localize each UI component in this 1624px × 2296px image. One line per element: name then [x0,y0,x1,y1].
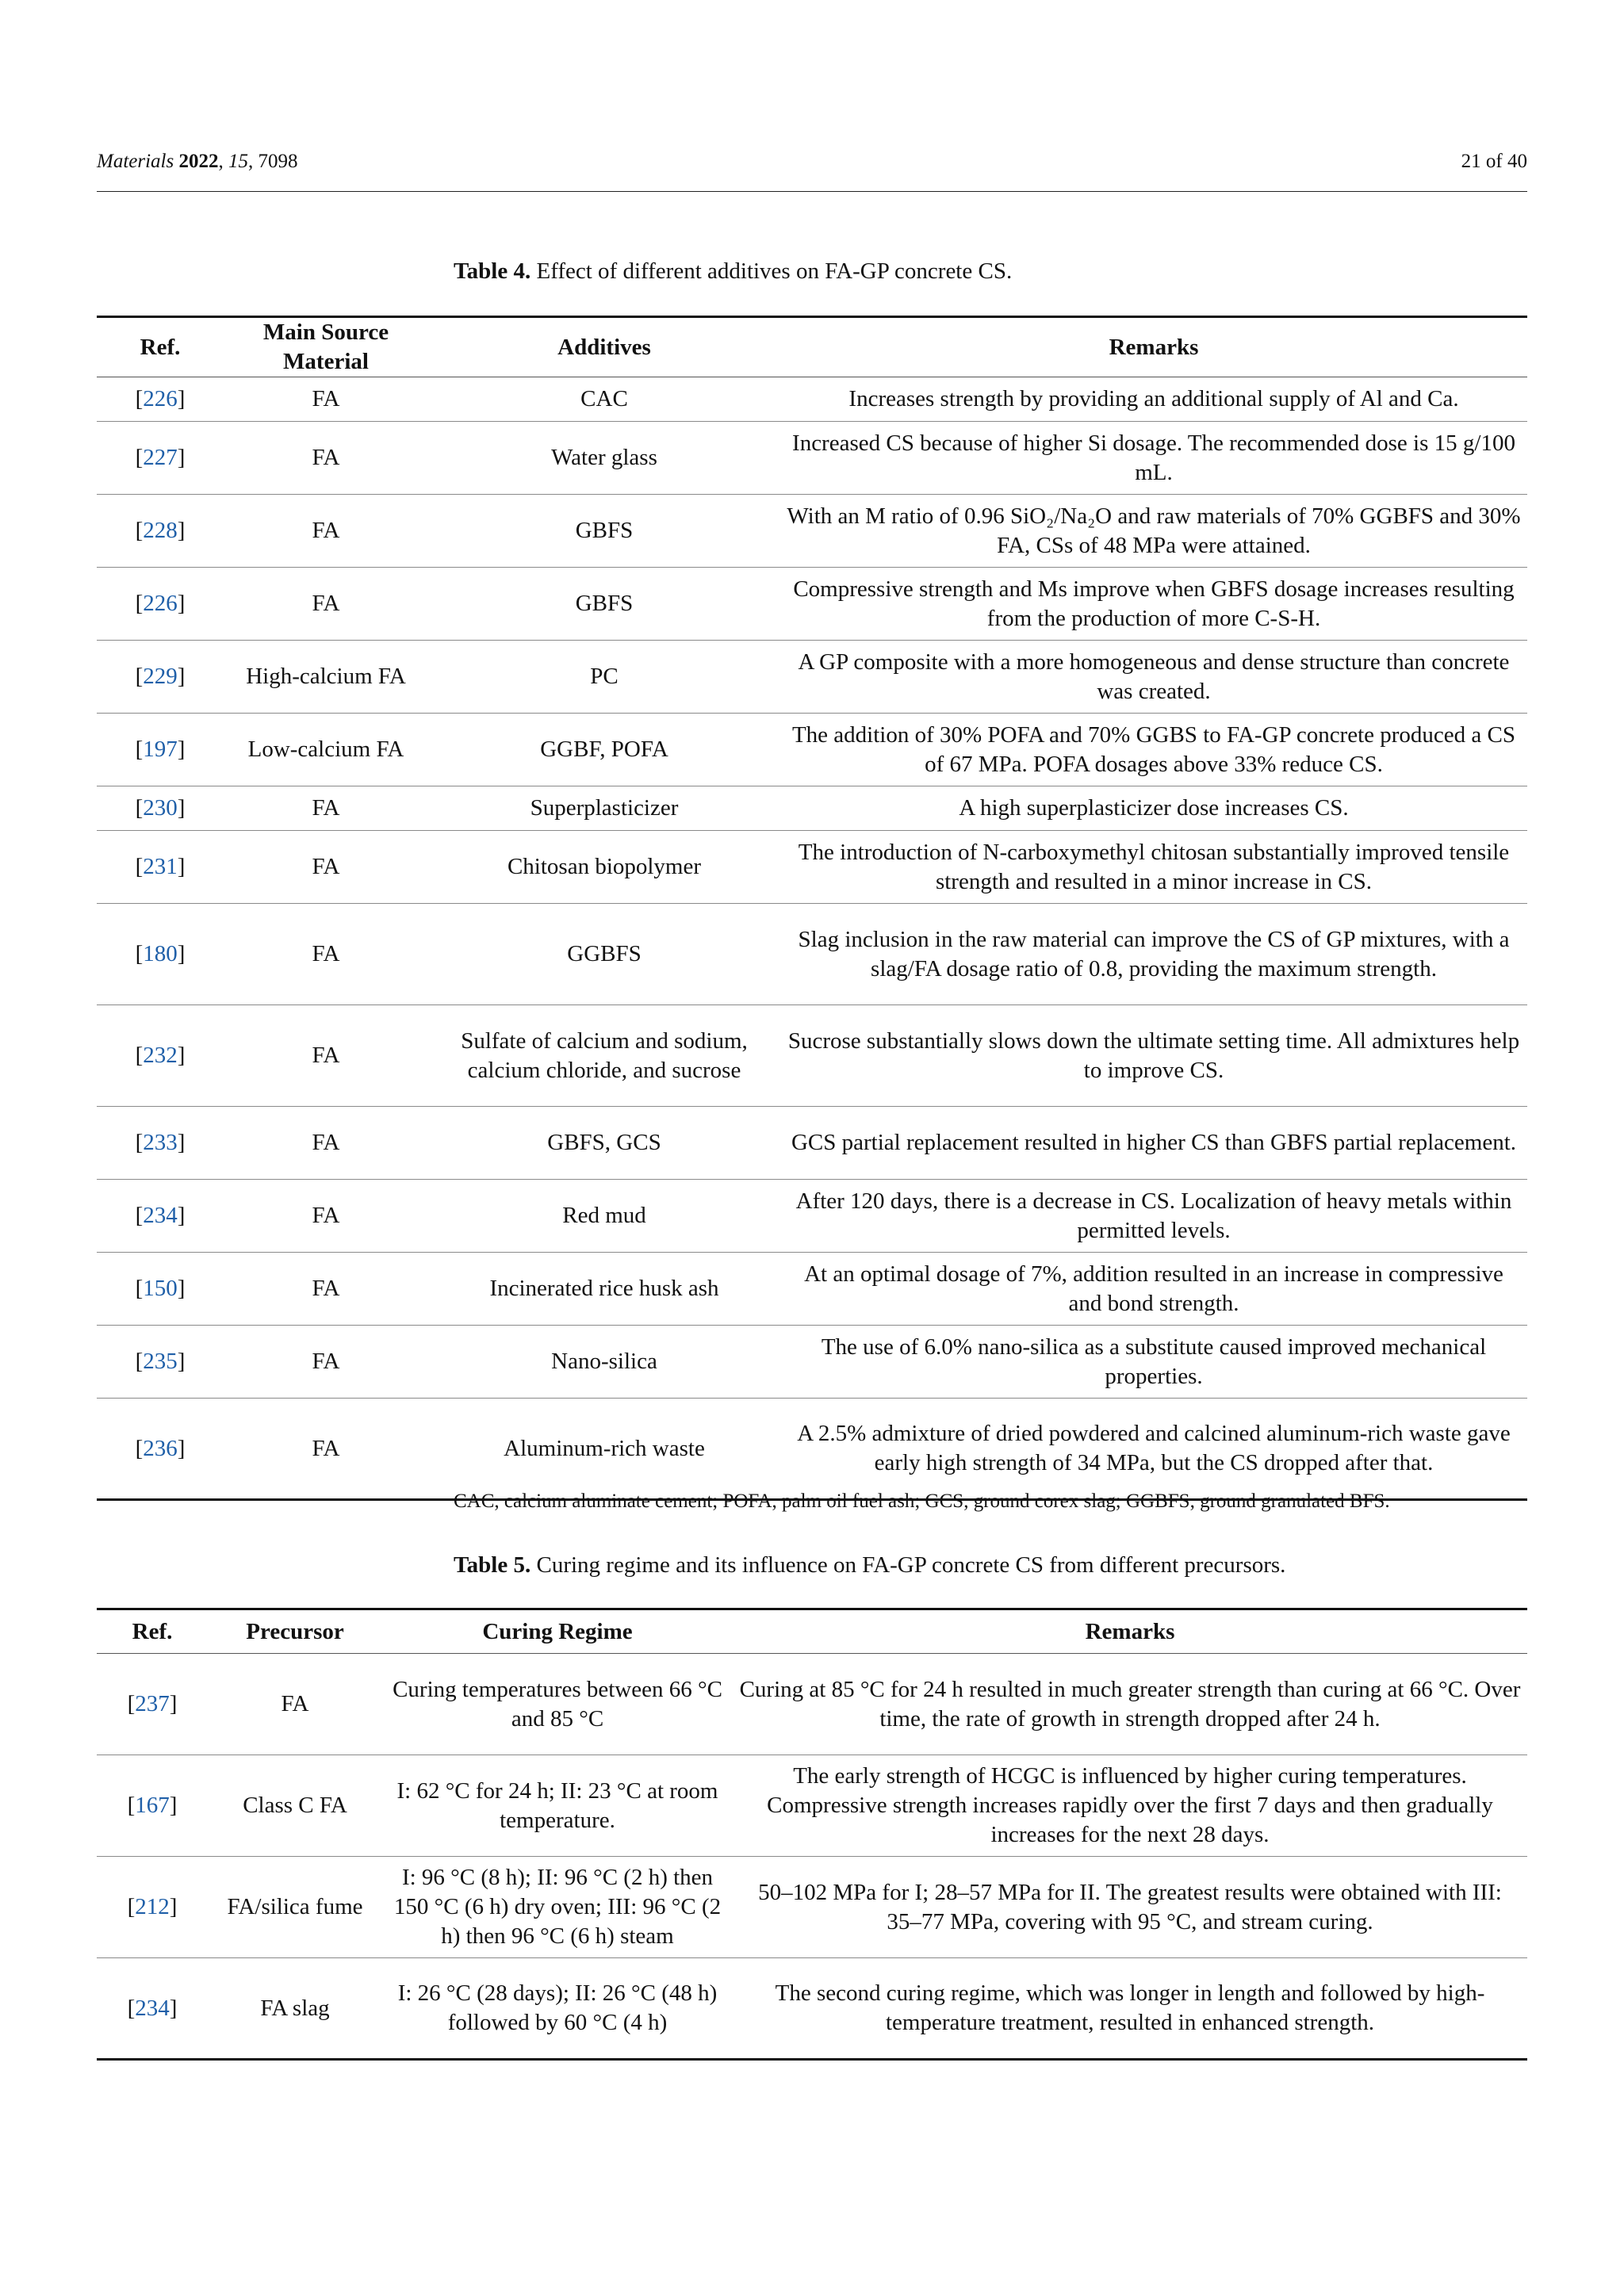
ref-cell: [180] [97,904,224,1005]
page-number: 21 of 40 [1461,151,1527,172]
ref-link[interactable] [135,1996,170,2021]
ref-cell: [234] [97,1958,208,2060]
material-cell: FA [224,786,428,831]
additive-cell: Red mud [428,1180,780,1253]
material-cell: FA [224,1005,428,1107]
ref-cell: [229] [97,641,224,714]
remarks-cell: Slag inclusion in the raw material can improve the CS of GP mixtures, with a slag/FA dosage ratio of 0.8, providing the maximum strength. [780,904,1527,1005]
table-row [97,1180,1527,1253]
table-row [97,1005,1527,1107]
ref-number[interactable]: 180 [143,941,178,966]
ref-cell: [231] [97,831,224,904]
ref-link[interactable] [143,591,178,616]
remarks-cell: Increased CS because of higher Si dosage. The recommended dose is 15 g/100 mL. [780,422,1527,495]
ref-number[interactable]: 150 [143,1276,178,1301]
ref-number[interactable]: 234 [143,1203,178,1228]
precursor-cell: FA/silica fume [208,1857,382,1958]
regime-cell: I: 26 °C (28 days); II: 26 °C (48 h) followed by 60 °C (4 h) [382,1958,733,2060]
table-row [97,1755,1527,1857]
ref-link[interactable] [143,1203,178,1228]
remarks-cell: A 2.5% admixture of dried powdered and calcined aluminum-rich waste gave early high strength of 34 MPa, but the CS dropped after that. [780,1399,1527,1500]
table4-col-material: Main Source Material [224,317,428,377]
ref-number[interactable]: 232 [143,1043,178,1068]
additive-cell: Aluminum-rich waste [428,1399,780,1500]
table-row [97,1326,1527,1399]
regime-cell: I: 96 °C (8 h); II: 96 °C (2 h) then 150 °C (6 h) dry oven; III: 96 °C (2 h) then 96 °C (6 h) steam [382,1857,733,1958]
additive-cell: Nano-silica [428,1326,780,1399]
material-cell: FA [224,377,428,422]
ref-link[interactable] [143,518,178,543]
additive-cell: GBFS [428,568,780,641]
remarks-cell: After 120 days, there is a decrease in CS. Localization of heavy metals within permitted levels. [780,1180,1527,1253]
ref-link[interactable] [143,941,178,966]
ref-cell: [236] [97,1399,224,1500]
additive-cell: Chitosan biopolymer [428,831,780,904]
remarks-cell: The introduction of N-carboxymethyl chitosan substantially improved tensile strength and resulted in a minor increase in CS. [780,831,1527,904]
material-cell: FA [224,422,428,495]
remarks-cell: Curing at 85 °C for 24 h resulted in much greater strength than curing at 66 °C. Over time, the rate of growth in strength dropped after 24 h. [733,1654,1527,1755]
table5-col-precursor: Precursor [208,1609,382,1654]
ref-link[interactable] [143,737,178,762]
ref-link[interactable] [143,1276,178,1301]
additive-cell: Sulfate of calcium and sodium, calcium chloride, and sucrose [428,1005,780,1107]
table-row [97,786,1527,831]
table5-col-ref: Ref. [97,1609,208,1654]
table5 [97,1608,1527,2061]
regime-cell: Curing temperatures between 66 °C and 85 °C [382,1654,733,1755]
material-cell: FA [224,904,428,1005]
remarks-cell: Increases strength by providing an additional supply of Al and Ca. [780,377,1527,422]
material-cell: FA [224,1326,428,1399]
table-row [97,1107,1527,1180]
table4-body [97,377,1527,1500]
table-row [97,1958,1527,2060]
ref-link[interactable] [135,1691,170,1716]
remarks-cell: Sucrose substantially slows down the ultimate setting time. All admixtures help to improve CS. [780,1005,1527,1107]
remarks-cell: 50–102 MPa for I; 28–57 MPa for II. The greatest results were obtained with III: 35–77 MPa, covering with 95 °C, and stream curing. [733,1857,1527,1958]
ref-number[interactable]: 226 [143,591,178,616]
material-cell: FA [224,1253,428,1326]
table5-caption-text: Curing regime and its influence on FA-GP concrete CS from different precursors. [536,1552,1286,1578]
ref-link[interactable] [143,445,178,470]
remarks-cell: Compressive strength and Ms improve when GBFS dosage increases resulting from the production of more C-S-H. [780,568,1527,641]
ref-number[interactable]: 167 [135,1793,170,1818]
ref-link[interactable] [143,795,178,821]
remarks-cell: A high superplasticizer dose increases CS. [780,786,1527,831]
table5-col-regime: Curing Regime [382,1609,733,1654]
remarks-cell: A GP composite with a more homogeneous and dense structure than concrete was created. [780,641,1527,714]
ref-cell: [230] [97,786,224,831]
table5-col-remarks: Remarks [733,1609,1527,1654]
table4-col-additives: Additives [428,317,780,377]
precursor-cell: Class C FA [208,1755,382,1857]
additive-cell: Incinerated rice husk ash [428,1253,780,1326]
table5-caption [454,1552,1285,1578]
ref-link[interactable] [135,1793,170,1818]
table-row [97,1399,1527,1500]
table-row [97,422,1527,495]
additive-cell: Water glass [428,422,780,495]
ref-cell: [237] [97,1654,208,1755]
table-row [97,568,1527,641]
regime-cell: I: 62 °C for 24 h; II: 23 °C at room temperature. [382,1755,733,1857]
precursor-cell: FA slag [208,1958,382,2060]
ref-link[interactable] [143,1436,178,1461]
ref-cell: [226] [97,377,224,422]
table-row [97,1857,1527,1958]
table4-header-row [97,317,1527,377]
table4-note: CAC, calcium aluminate cement; POFA, palm oil fuel ash; GCS, ground corex slag; GGBFS, ground granulated BFS. [454,1490,1390,1512]
ref-link[interactable] [143,1043,178,1068]
material-cell: FA [224,1107,428,1180]
ref-number[interactable]: 228 [143,518,178,543]
additive-cell: Superplasticizer [428,786,780,831]
material-cell: FA [224,495,428,568]
table4-caption-text: Effect of different additives on FA-GP concrete CS. [536,258,1013,284]
material-cell: Low-calcium FA [224,714,428,786]
precursor-cell: FA [208,1654,382,1755]
table5-body [97,1654,1527,2060]
table-row [97,1253,1527,1326]
table4-caption [454,258,1012,285]
additive-cell: GBFS, GCS [428,1107,780,1180]
table-row [97,641,1527,714]
ref-link[interactable] [143,854,178,879]
ref-number[interactable]: 235 [143,1349,178,1374]
material-cell: FA [224,831,428,904]
remarks-cell: The use of 6.0% nano-silica as a substitute caused improved mechanical properties. [780,1326,1527,1399]
remarks-cell: The early strength of HCGC is influenced by higher curing temperatures. Compressive strength increases rapidly over the first 7 days and then gradually increases for the next 28 days. [733,1755,1527,1857]
ref-number[interactable]: 226 [143,386,178,411]
ref-number[interactable]: 233 [143,1130,178,1155]
ref-number[interactable]: 237 [135,1691,170,1716]
table-row [97,904,1527,1005]
additive-cell: PC [428,641,780,714]
ref-cell: [235] [97,1326,224,1399]
additive-cell: GGBF, POFA [428,714,780,786]
ref-cell: [228] [97,495,224,568]
table-row [97,831,1527,904]
material-cell: FA [224,1399,428,1500]
journal-year: 2022 [178,151,219,172]
material-cell: FA [224,568,428,641]
remarks-cell: At an optimal dosage of 7%, addition resulted in an increase in compressive and bond strength. [780,1253,1527,1326]
ref-cell: [150] [97,1253,224,1326]
journal-volume: 15 [228,151,248,172]
ref-link[interactable] [135,1894,170,1919]
ref-link[interactable] [143,386,178,411]
ref-number[interactable]: 236 [143,1435,178,1461]
ref-number[interactable]: 197 [143,737,178,762]
ref-cell: [232] [97,1005,224,1107]
ref-link[interactable] [143,664,178,689]
ref-number[interactable]: 227 [143,445,178,470]
ref-cell: [212] [97,1857,208,1958]
journal-name: Materials [97,151,174,172]
ref-number[interactable]: 212 [135,1894,170,1919]
table4-col-ref: Ref. [97,317,224,377]
ref-cell: [233] [97,1107,224,1180]
additive-cell: GGBFS [428,904,780,1005]
remarks-cell: The addition of 30% POFA and 70% GGBS to FA-GP concrete produced a CS of 67 MPa. POFA dosages above 33% reduce CS. [780,714,1527,786]
remarks-cell: With an M ratio of 0.96 SiO₂/Na₂O and raw materials of 70% GGBFS and 30% FA, CSs of 48 MPa were attained. [780,495,1527,568]
ref-number[interactable]: 229 [143,664,178,689]
ref-cell: [226] [97,568,224,641]
journal-citation: Materials 2022, 15, 7098 [97,151,298,172]
table4 [97,316,1527,1501]
material-cell: High-calcium FA [224,641,428,714]
material-cell: FA [224,1180,428,1253]
table-row [97,1654,1527,1755]
article-number: 7098 [258,151,298,172]
running-header [97,151,1527,173]
table5-header-row [97,1609,1527,1654]
table5-label: Table 5. [454,1552,531,1578]
table-row [97,495,1527,568]
table4-label: Table 4. [454,258,531,284]
ref-cell: [234] [97,1180,224,1253]
table-row [97,714,1527,786]
ref-cell: [197] [97,714,224,786]
ref-cell: [227] [97,422,224,495]
additive-cell: CAC [428,377,780,422]
ref-number[interactable]: 230 [143,795,178,821]
header-rule [97,191,1527,192]
ref-number[interactable]: 231 [143,854,178,879]
ref-link[interactable] [143,1130,178,1155]
ref-link[interactable] [143,1349,178,1374]
ref-number[interactable]: 234 [135,1995,170,2021]
remarks-cell: GCS partial replacement resulted in higher CS than GBFS partial replacement. [780,1107,1527,1180]
table-row [97,377,1527,422]
table4-col-remarks: Remarks [780,317,1527,377]
additive-cell: GBFS [428,495,780,568]
ref-cell: [167] [97,1755,208,1857]
remarks-cell: The second curing regime, which was longer in length and followed by high-temperature treatment, resulted in enhanced strength. [733,1958,1527,2060]
